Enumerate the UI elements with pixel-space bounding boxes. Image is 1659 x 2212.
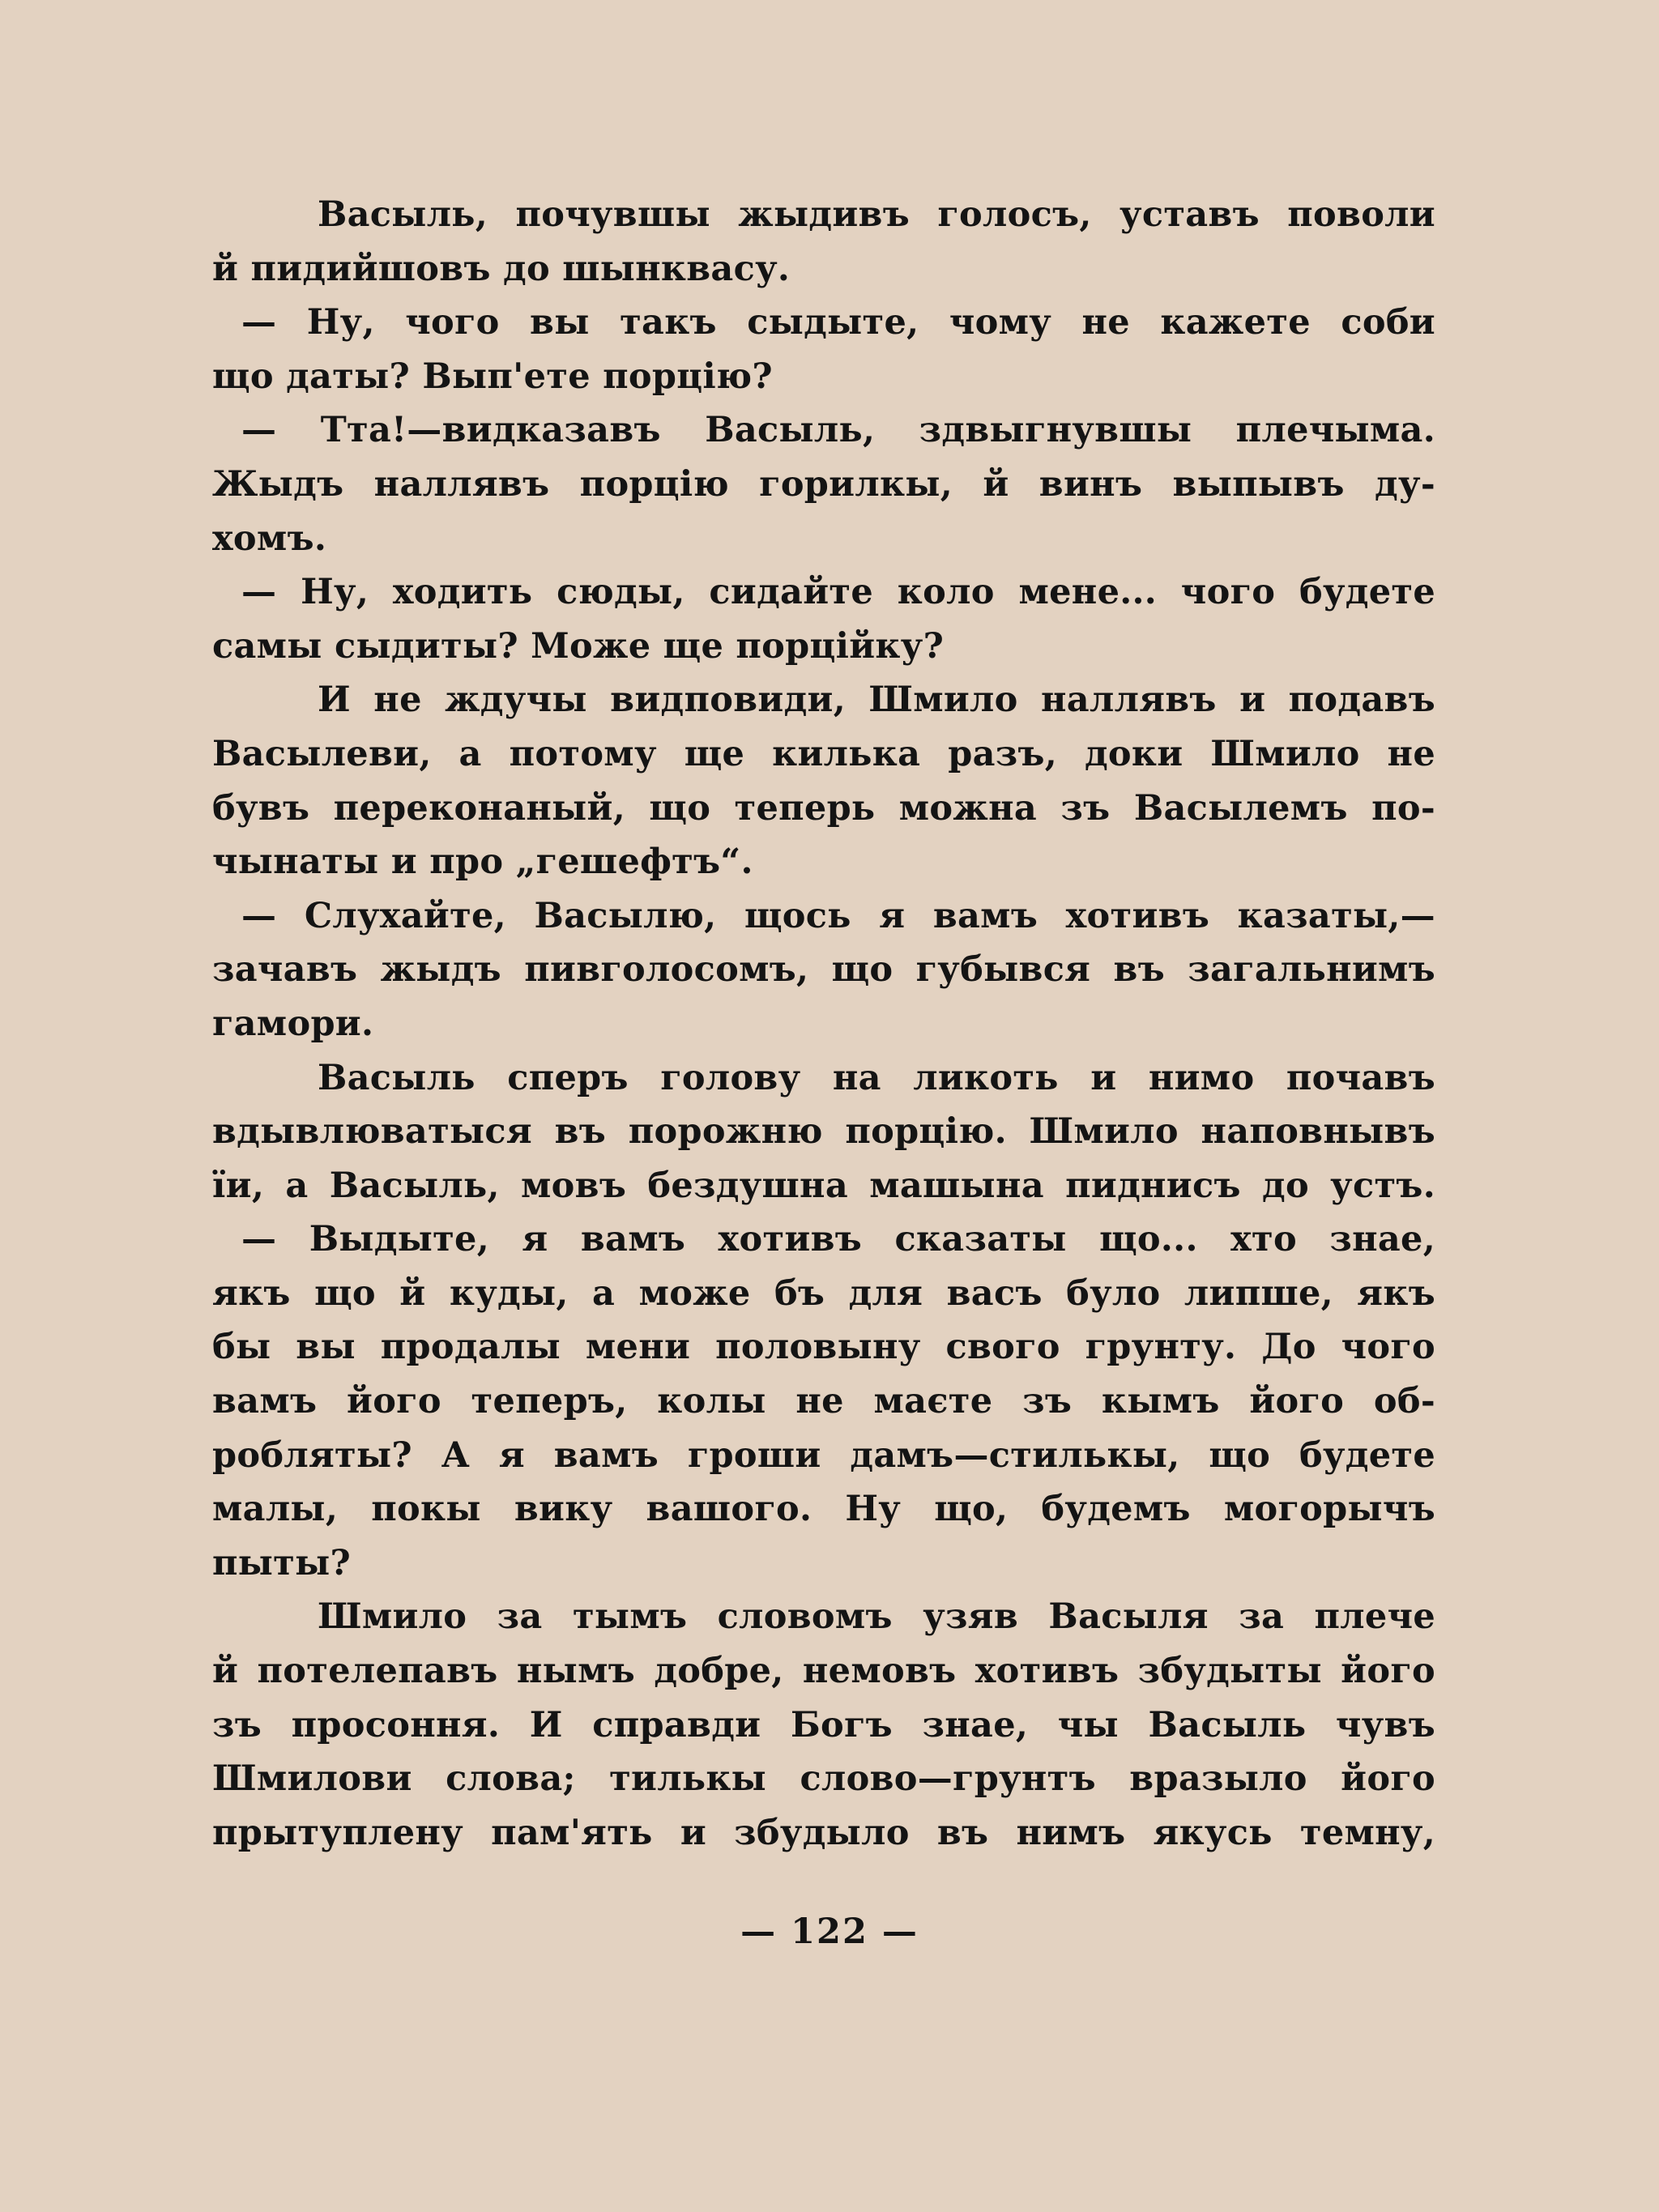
text-line: гамори. xyxy=(212,1003,374,1044)
text-line: Васыль сперъ голову на ликоть и нимо почавъ xyxy=(318,1057,1435,1098)
text-line: — Слухайте, Васылю, щось я вамъ хотивъ казаты,— xyxy=(241,895,1435,936)
text-line: Шмило за тымъ словомъ узяв Васыля за плече xyxy=(318,1596,1435,1638)
text-line: прытуплену пам'ять и збудыло въ нимъ якусь темну, xyxy=(212,1812,1435,1853)
text-line: вамъ його теперъ, колы не маєте зъ кымъ його об- xyxy=(212,1381,1435,1422)
page-body-text xyxy=(212,188,1435,1860)
text-line: зъ просоння. И справди Богъ знае, чы Васыль чувъ xyxy=(212,1704,1435,1745)
text-line: — Тта!—видказавъ Васыль, здвыгнувшы плечыма. xyxy=(241,410,1435,451)
page-number: — 122 — xyxy=(740,1912,919,1952)
text-line: чынаты и про „гешефтъ“. xyxy=(212,842,753,883)
text-line: малы, покы вику вашого. Ну що, будемъ могорычъ xyxy=(212,1489,1435,1530)
text-line: якъ що й куды, а може бъ для васъ було липше, якъ xyxy=(212,1272,1435,1314)
text-line: що даты? Вып'ете порцію? xyxy=(212,356,773,397)
text-line: зачавъ жыдъ пивголосомъ, що губывся въ загальнимъ xyxy=(212,949,1435,991)
text-line: Васылеви, а потому ще килька разъ, доки Шмило не xyxy=(212,733,1435,774)
text-line: — Выдыте, я вамъ хотивъ сказаты що... хто знае, xyxy=(241,1219,1435,1260)
text-line: самы сыдиты? Може ще порційку? xyxy=(212,625,945,667)
text-line: вдывлюватыся въ порожню порцію. Шмило наповнывъ xyxy=(212,1111,1435,1153)
text-line: И не ждучы видповиди, Шмило наллявъ и подавъ xyxy=(318,680,1435,721)
text-line: Васыль, почувшы жыдивъ голосъ, уставъ поволи xyxy=(318,194,1435,235)
text-line: й пидийшовъ до шынквасу. xyxy=(212,248,791,289)
text-line: — Ну, ходить сюды, сидайте коло мене... чого будете xyxy=(241,572,1435,613)
text-line: хомъ. xyxy=(212,518,327,559)
text-line: робляты? А я вамъ гроши дамъ—стилькы, що будете xyxy=(212,1434,1435,1476)
text-line: Шмилови слова; тилькы слово—грунтъ вразыло його xyxy=(212,1758,1435,1800)
text-line: Жыдъ наллявъ порцію горилкы, й винъ выпывъ ду- xyxy=(212,463,1435,505)
text-line: їи, а Васыль, мовъ бездушна машына пиднисъ до устъ. xyxy=(212,1165,1435,1206)
text-line: бы вы продалы мени половыну свого грунту. До чого xyxy=(212,1327,1435,1368)
text-line: бувъ переконаный, що теперь можна зъ Васылемъ по- xyxy=(212,787,1435,829)
text-line: й потелепавъ нымъ добре, немовъ хотивъ збудыты його xyxy=(212,1651,1435,1692)
text-line: пыты? xyxy=(212,1542,352,1583)
text-line: — Ну, чого вы такъ сыдыте, чому не кажете соби xyxy=(241,302,1435,343)
